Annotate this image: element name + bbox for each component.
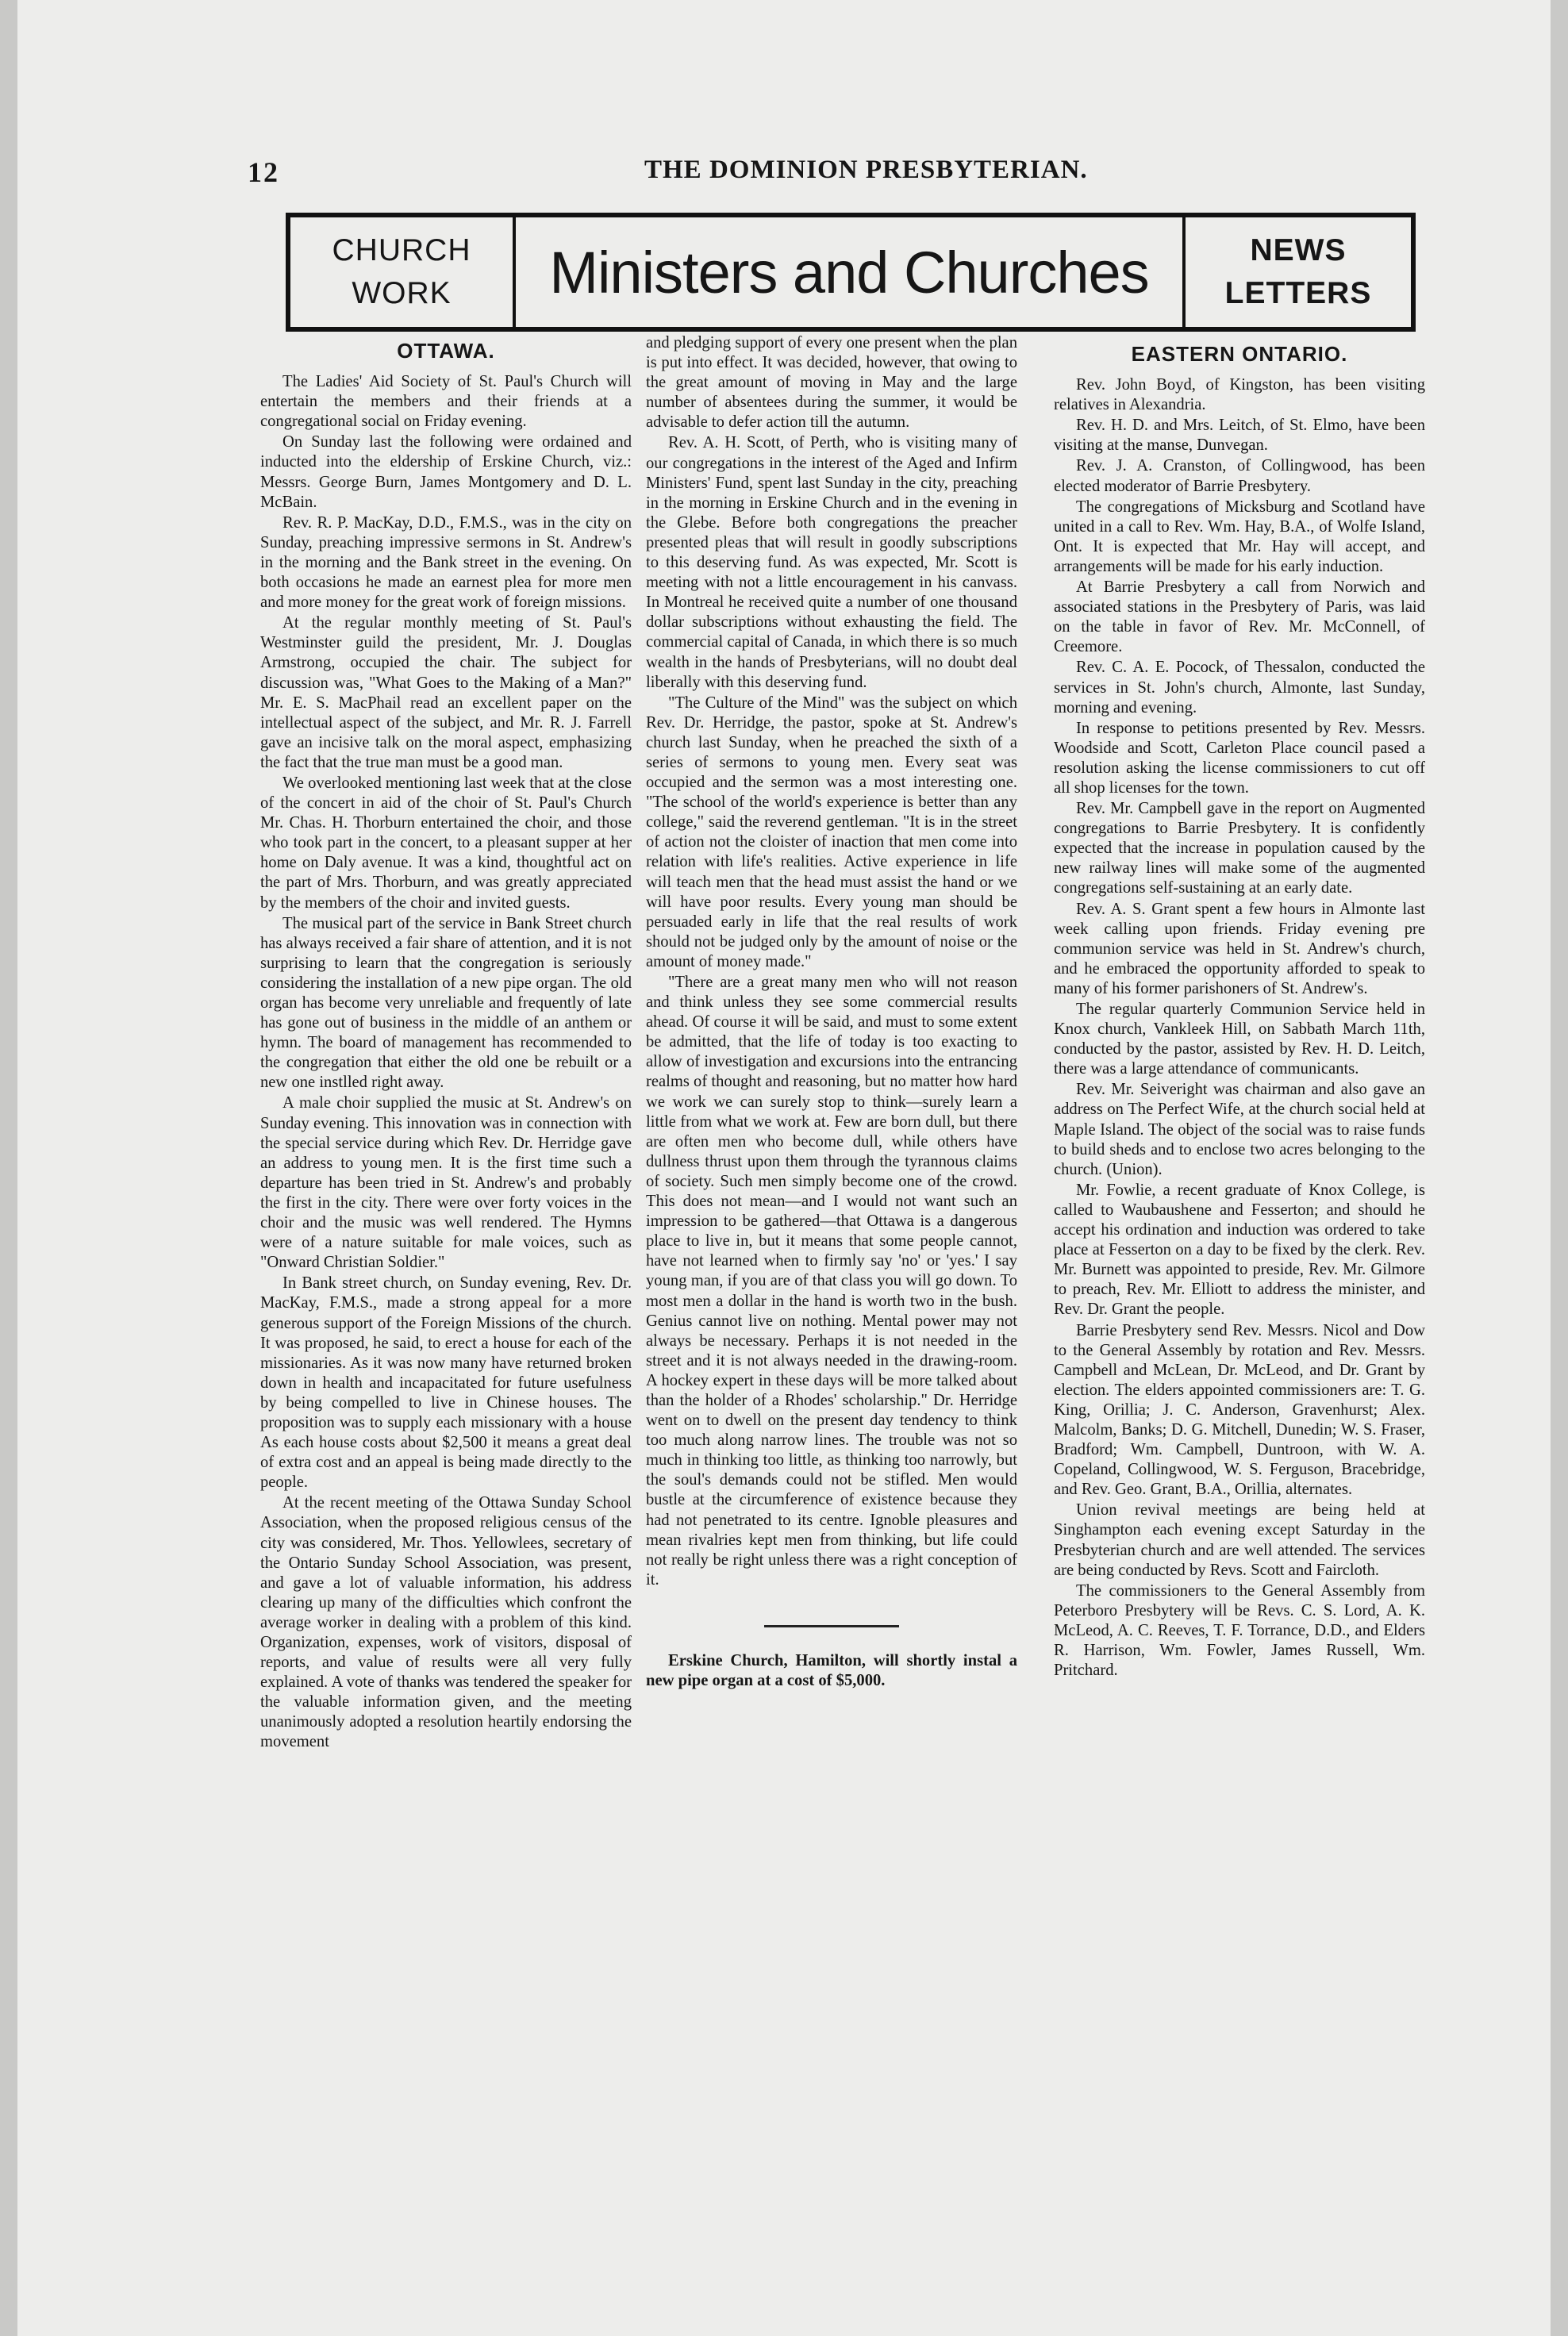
article-paragraph: We overlooked mentioning last week that at the close of the concert in aid of the choir of St. Paul's Church Mr. Chas. H. Thorburn entertained the choir, and those who took part in the concert, to a pleasant supper at her home on Daly avenue. It was a kind, thoughtful act on the part of Mrs. Thorburn, and was greatly appreciated by the members of the choir and invited guests.: [260, 774, 632, 912]
divider-rule: [764, 1625, 899, 1627]
article-paragraph: In Bank street church, on Sunday evening, Rev. Dr. MacKay, F.M.S., made a strong appeal for a more generous support of the Foreign Missions of the church. It was proposed, he said, to erect a house for each of the missionaries. As it was now many have returned broken down in health and incapacitated for future usefulness by being compelled to live in Chinese houses. The proposition was to supply each missionary with a house As each house costs about $2,500 it means a great deal of extra cost and an appeal is being made directly to the people.: [260, 1274, 632, 1492]
article-paragraph: Rev. Mr. Seiveright was chairman and also gave an address on The Perfect Wife, at the church social held at Maple Island. The object of the social was to raise funds to build sheds and to enclose two acres belonging to the church. (Union).: [1054, 1081, 1425, 1178]
masthead-left-box: [290, 217, 516, 327]
article-paragraph: The congregations of Micksburg and Scotland have united in a call to Rev. Wm. Hay, B.A., of Wolfe Island, Ont. It is expected that Mr. Hay will accept, and arrangements will be made for his early induction.: [1054, 498, 1425, 575]
column-eastern-ontario: [1054, 333, 1425, 1681]
article-paragraph: Union revival meetings are being held at Singhampton each evening except Saturday in the Presbyterian church and are well attended. The services are being conducted by Revs. Scott and Faircloth.: [1054, 1501, 1425, 1579]
article-paragraph: "There are a great many men who will not reason and think unless they see some commercial results ahead. Of course it will be said, and must to some extent be admitted, that the life of today is too exacting to allow of investigation and excursions into the entrancing realms of thought and reasoning, but no matter how hard we work we can surely stop to think—surely learn a little from what we work at. Few are born dull, but there are often men who become dull, while others have dullness thrust upon them through the tyrannous claims of society. Such men simply become one of the crowd. This does not mean—and I would not want such an impression to be gathered—that Ottawa is a dangerous place to live in, but it means that some people cannot, have not learned when to firmly say 'no' or 'yes.' I say young man, if you are of that class you will go down. To most men a dollar in the hand is worth two in the bush. Genius cannot live on nothing. Mental power may not always be necessary. Perhaps it is not needed in the street and it is not always needed in the drawing-room. A hockey expert in these days will be more talked about than the holder of a Rhodes' scholarship." Dr. Herridge went on to dwell on the present day tendency to think too much along narrow lines. The trouble was not so much in thinking too little, as thinking too narrowly, but the soul's demands could not be stifled. Men would bustle at the circumference of existence because they had not penetrated to its centre. Ignoble pleasures and mean rivalries kept men from thinking, but life could not really be right unless there was a right conception of it.: [646, 974, 1017, 1589]
masthead-right-box: [1182, 217, 1411, 327]
masthead-right-line-1: NEWS: [1250, 233, 1347, 267]
article-paragraph: At the regular monthly meeting of St. Paul's Westminster guild the president, Mr. J. Douglas Armstrong, occupied the chair. The subject for discussion was, "What Goes to the Making of a Man?" Mr. E. S. MacPhail read an excellent paper on the intellectual aspect of the subject, and Mr. R. J. Farrell gave an incisive talk on the moral aspect, emphasizing the fact that the true man must be a good man.: [260, 614, 632, 771]
column-middle: [646, 333, 1017, 1691]
article-paragraph: On Sunday last the following were ordained and inducted into the eldership of Erskine Church, viz.: Messrs. George Burn, James Montgomery and D. L. McBain.: [260, 433, 632, 511]
article-paragraph: At the recent meeting of the Ottawa Sunday School Association, when the proposed religious census of the city was considered, Mr. Thos. Yellowlees, secretary of the Ontario Sunday School Association, was present, and gave a lot of valuable information, his address clearing up many of the difficulties which confront the average worker in dealing with a problem of this kind. Organization, expenses, work of visitors, disposal of reports, and value of results were all very fully explained. A vote of thanks was tendered the speaker for the valuable information given, and the meeting unanimously adopted a resolution heartily endorsing the movement: [260, 1494, 632, 1751]
article-paragraph: Rev. Mr. Campbell gave in the report on Augmented congregations to Barrie Presbytery. It is confidently expected that the increase in population caused by the new railway lines will make some of the augmented congregations self-sustaining at an early date.: [1054, 800, 1425, 897]
article-paragraph: Rev. C. A. E. Pocock, of Thessalon, conducted the services in St. John's church, Almonte, last Sunday, morning and evening.: [1054, 659, 1425, 717]
article-paragraph: In response to petitions presented by Rev. Messrs. Woodside and Scott, Carleton Place council pased a resolution asking the license commissioners to cut off all shop licenses for the town.: [1054, 719, 1425, 797]
short-notice: Erskine Church, Hamilton, will shortly instal a new pipe organ at a cost of $5,000.: [646, 1651, 1017, 1689]
masthead-left-line-1: CHURCH: [332, 233, 471, 267]
article-paragraph: A male choir supplied the music at St. Andrew's on Sunday evening. This innovation was in connection with the special service during which Rev. Dr. Herridge gave an address to young men. It is the first time such a departure has been tried in St. Andrew's and probably the first in the city. There were over forty voices in the choir and the music was well rendered. The Hymns were of a nature suitable for male voices, such as "Onward Christian Soldier.": [260, 1094, 632, 1272]
column-ottawa: [260, 333, 632, 1753]
column-heading-ottawa: OTTAWA.: [397, 339, 495, 363]
section-masthead: [286, 213, 1416, 332]
article-paragraph: Mr. Fowlie, a recent graduate of Knox College, is called to Waubaushene and Fesserton; and should he accept his ordination and induction was ordered to take place at Fesserton on a day to be fixed by the clerk. Rev. Mr. Burnett was appointed to preside, Rev. Mr. Gilmore to preach, Rev. Mr. Elliott to address the minister, and Rev. Dr. Grant the people.: [1054, 1181, 1425, 1319]
page-number: 12: [248, 156, 279, 188]
article-paragraph: "The Culture of the Mind" was the subject on which Rev. Dr. Herridge, the pastor, spoke at St. Andrew's church last Sunday, when he preached the sixth of a series of sermons to young men. Every seat was occupied and the sermon was a most interesting one. "The school of the world's experience is better than any college," said the reverend gentleman. "It is in the street of action not the cloister of inaction that men come into relation with life's realities. Active experience in life will teach men that the head must assist the hand or we will have poor results. Every young man should be persuaded early in life that the real results of work should not be judged only by the amount of noise or the amount of money made.": [646, 694, 1017, 970]
article-paragraph: Rev. A. H. Scott, of Perth, who is visiting many of our congregations in the interest of the Aged and Infirm Ministers' Fund, spent last Sunday in the city, preaching in the morning in Erskine Church and in the evening in the Glebe. Before both congregations the preacher presented pleas that will result in goodly subscriptions to this deserving fund. As was expected, Mr. Scott is meeting with not a little encouragement in his canvass. In Montreal he received quite a number of one thousand dollar subscriptions without exhausting the field. The commercial capital of Canada, in which there is so much wealth in the hands of Presbyterians, will no doubt deal liberally with this deserving fund.: [646, 434, 1017, 691]
article-paragraph: The Ladies' Aid Society of St. Paul's Church will entertain the members and their friends at a congregational social on Friday evening.: [260, 373, 632, 431]
article-paragraph: and pledging support of every one present when the plan is put into effect. It was decided, however, that owing to the great amount of moving in May and the large number of absentees during the summer, it would be advisable to defer action till the autumn.: [646, 334, 1017, 432]
article-paragraph: The musical part of the service in Bank Street church has always received a fair share of attention, and it is not surprising to learn that the congregation is seriously considering the installation of a new pipe organ. The old organ has become very unreliable and frequently of late has gone out of business in the middle of an anthem or hymn. The board of management has recommended to the congregation that either the old one be rebuilt or a new one instlled right away.: [260, 914, 632, 1092]
article-paragraph: The regular quarterly Communion Service held in Knox church, Vankleek Hill, on Sabbath March 11th, conducted by the pastor, assisted by Rev. H. D. Leitch, there was a large attendance of communicants.: [1054, 1001, 1425, 1078]
article-paragraph: The commissioners to the General Assembly from Peterboro Presbytery will be Revs. C. S. Lord, A. K. McLeod, A. C. Reeves, T. F. Torrance, D.D., and Elders R. Harrison, Wm. Fowler, James Russell, Wm. Pritchard.: [1054, 1581, 1425, 1680]
article-paragraph: Rev. R. P. MacKay, D.D., F.M.S., was in the city on Sunday, preaching impressive sermons in St. Andrew's in the morning and the Bank street in the evening. On both occasions he made an earnest plea for more men and more money for the great work of foreign missions.: [260, 513, 632, 612]
article-paragraph: Rev. A. S. Grant spent a few hours in Almonte last week calling upon friends. Friday evening pre communion service was held in St. Andrew's church, and he embraced the opportunity afforded to speak to many of his former parishoners of St. Andrew's.: [1054, 900, 1425, 997]
article-paragraph: Barrie Presbytery send Rev. Messrs. Nicol and Dow to the General Assembly by rotation and Rev. Messrs. Campbell and McLean, Dr. McLeod, and Dr. Grant by election. The elders appointed commissioners are: T. G. King, Orillia; J. C. Anderson, Gravenhurst; Alex. Malcolm, Banks; D. G. Mitchell, Dunedin; W. S. Fraser, Bradford; Wm. Campbell, Duntroon, with W. A. Copeland, Collingwood, W. S. Ferguson, Bracebridge, and Rev. Geo. Grant, B.A., Orillia, alternates.: [1054, 1321, 1425, 1499]
column-heading-eastern-ontario: EASTERN ONTARIO.: [1131, 342, 1348, 366]
article-paragraph: Rev. John Boyd, of Kingston, has been visiting relatives in Alexandria.: [1054, 376, 1425, 414]
article-paragraph: At Barrie Presbytery a call from Norwich and associated stations in the Presbytery of Paris, was laid on the table in favor of Rev. Mr. McConnell, of Creemore.: [1054, 578, 1425, 656]
article-paragraph: Rev. H. D. and Mrs. Leitch, of St. Elmo, have been visiting at the manse, Dunvegan.: [1054, 417, 1425, 455]
masthead-left-line-2: WORK: [352, 276, 452, 310]
newspaper-page: [17, 0, 1551, 2336]
publication-title: THE DOMINION PRESBYTERIAN.: [644, 156, 1088, 184]
section-title: Ministers and Churches: [549, 239, 1149, 305]
masthead-right-line-2: LETTERS: [1224, 276, 1372, 310]
article-paragraph: Rev. J. A. Cranston, of Collingwood, has been elected moderator of Barrie Presbytery.: [1054, 457, 1425, 495]
